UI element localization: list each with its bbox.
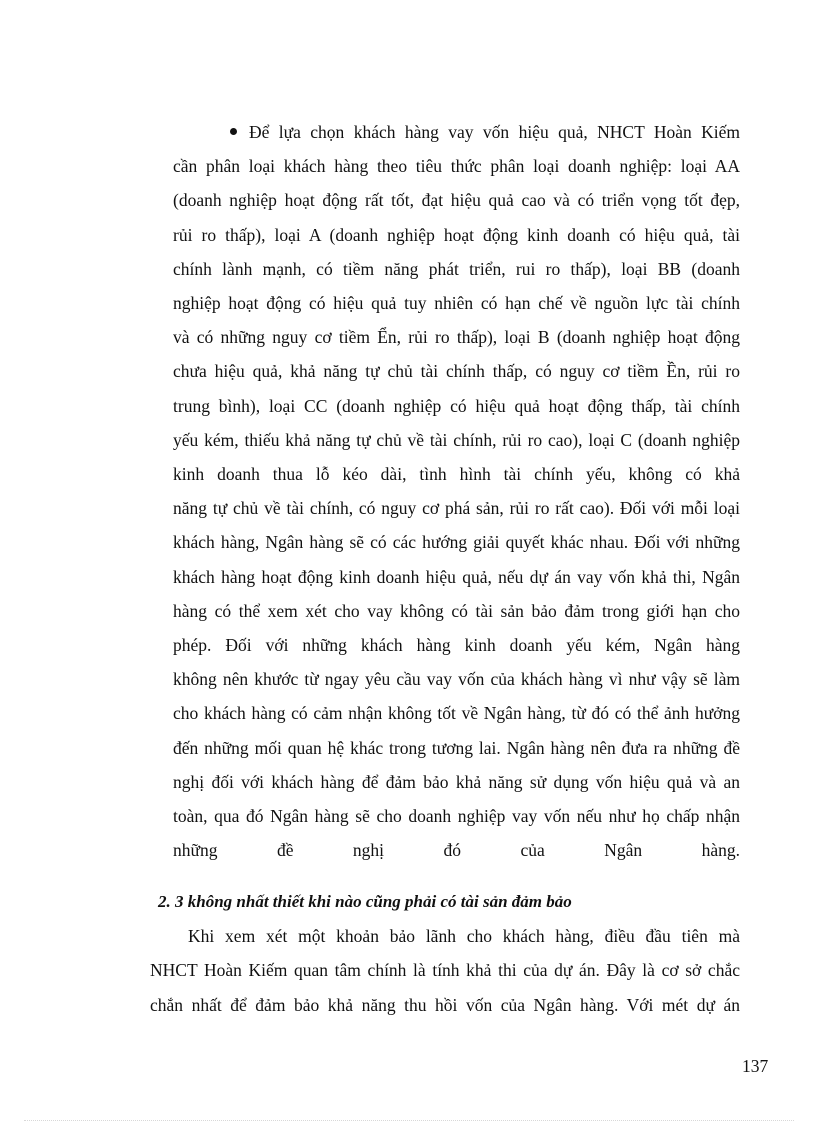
paragraph-line: cho khách hàng có cảm nhận không tốt về Ngân hàng, từ đó có thể ảnh hưởng	[173, 703, 740, 723]
section-heading: 2. 3 không nhất thiết khi nào cũng phải có tài sản đảm bảo	[158, 892, 572, 911]
paragraph-line: NHCT Hoàn Kiếm quan tâm chính là tính khả thi của dự án. Đây là cơ sở chắc	[150, 960, 740, 980]
paragraph-line: năng tự chủ về tài chính, có nguy cơ phá sản, rủi ro rất cao). Đối với mỗi loại	[173, 498, 740, 518]
page-divider	[24, 1120, 794, 1121]
paragraph-line: trung bình), loại CC (doanh nghiệp có hiệu quả hoạt động thấp, tài chính	[173, 396, 740, 416]
bullet-icon	[230, 128, 237, 135]
paragraph-line: khách hàng hoạt động kinh doanh hiệu quả, nếu dự án vay vốn khả thi, Ngân	[173, 567, 740, 587]
paragraph-line: không nên khước từ ngay yêu cầu vay vốn của khách hàng vì như vậy sẽ làm	[173, 669, 740, 689]
paragraph-line: đến những mối quan hệ khác trong tương lai. Ngân hàng nên đưa ra những đề	[173, 738, 740, 758]
paragraph-line: cần phân loại khách hàng theo tiêu thức phân loại doanh nghiệp: loại AA	[173, 156, 740, 176]
paragraph-line: yếu kém, thiếu khả năng tự chủ về tài chính, rủi ro cao), loại C (doanh nghiệp	[173, 430, 740, 450]
paragraph-line: nghị đối với khách hàng để đảm bảo khả năng sử dụng vốn hiệu quả và an	[173, 772, 740, 792]
paragraph-line: toàn, qua đó Ngân hàng sẽ cho doanh nghiệp vay vốn nếu như họ chấp nhận	[173, 806, 740, 826]
paragraph-line: Để lựa chọn khách hàng vay vốn hiệu quả, NHCT Hoàn Kiếm	[249, 122, 740, 142]
paragraph-line: (doanh nghiệp hoạt động rất tốt, đạt hiệu quả cao và có triển vọng tốt đẹp,	[173, 190, 740, 210]
page-number: 137	[742, 1056, 769, 1076]
paragraph-line: những đề nghị đó của Ngân hàng.	[173, 840, 740, 860]
paragraph-line: Khi xem xét một khoản bảo lãnh cho khách hàng, điều đầu tiên mà	[188, 926, 740, 946]
paragraph-line: rủi ro thấp), loại A (doanh nghiệp hoạt động kinh doanh có hiệu quả, tài	[173, 225, 740, 245]
paragraph-line: nghiệp hoạt động có hiệu quả tuy nhiên có hạn chế về nguồn lực tài chính	[173, 293, 740, 313]
paragraph-line: chắn nhất để đảm bảo khả năng thu hồi vốn của Ngân hàng. Với mét dự án	[150, 995, 740, 1015]
paragraph-line: phép. Đối với những khách hàng kinh doanh yếu kém, Ngân hàng	[173, 635, 740, 655]
paragraph-line: chính lành mạnh, có tiềm năng phát triển, rui ro thấp), loại BB (doanh	[173, 259, 740, 279]
paragraph-line: hàng có thể xem xét cho vay không có tài sản bảo đảm trong giới hạn cho	[173, 601, 740, 621]
paragraph-line: và có những nguy cơ tiềm Ển, rủi ro thấp), loại B (doanh nghiệp hoạt động	[173, 327, 740, 347]
paragraph-line: chưa hiệu quả, khả năng tự chủ tài chính thấp, có nguy cơ tiềm Ền, rủi ro	[173, 361, 740, 381]
paragraph-line: khách hàng, Ngân hàng sẽ có các hướng giải quyết khác nhau. Đối với những	[173, 532, 740, 552]
paragraph-line: kinh doanh thua lỗ kéo dài, tình hình tài chính yếu, không có khả	[173, 464, 740, 484]
